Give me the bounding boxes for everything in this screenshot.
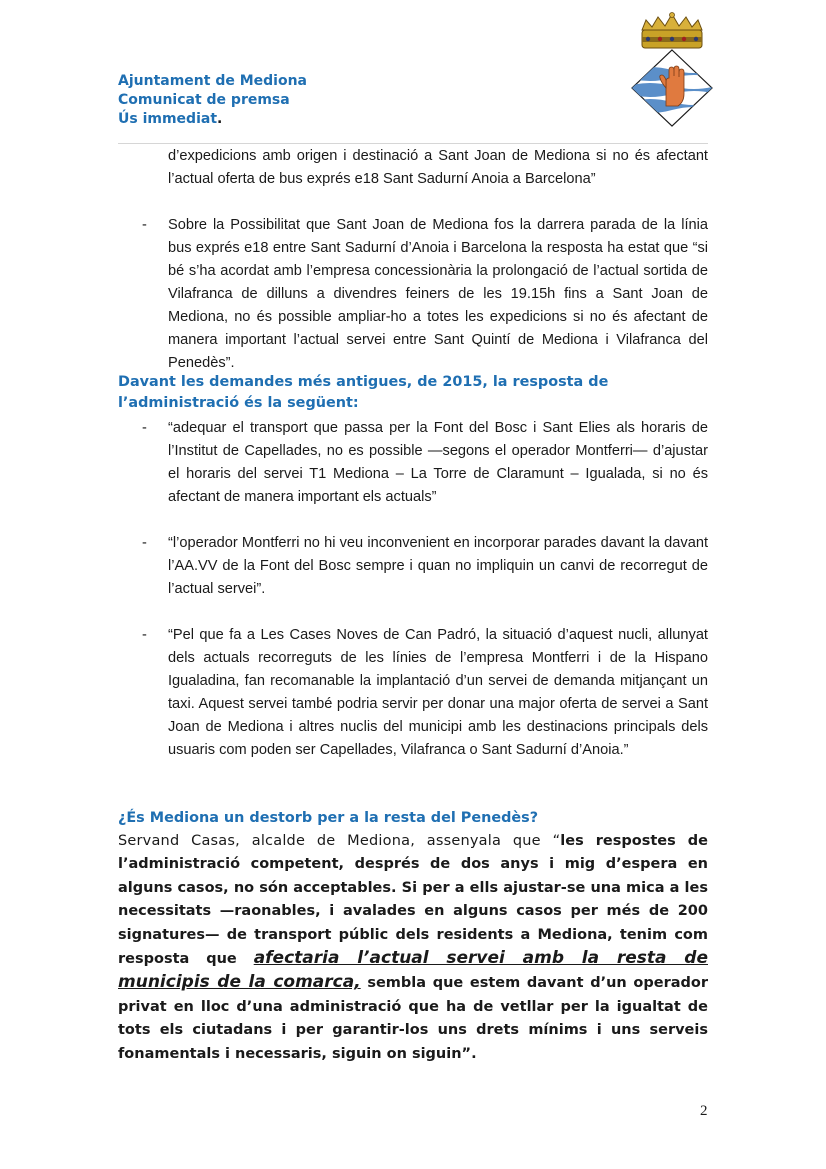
list-dash: - — [142, 627, 147, 643]
release-status-period: . — [217, 111, 223, 127]
municipal-coat-of-arms-icon — [628, 10, 716, 130]
release-status-text: Ús immediat — [118, 111, 218, 127]
list-item — [142, 532, 708, 601]
list-item — [142, 214, 708, 375]
shield-icon — [628, 50, 716, 126]
crown-icon — [642, 13, 702, 49]
list-item-text: Sobre la Possibilitat que Sant Joan de Mediona fos la darrera parada de la línia bus exprés e18 entre Sant Sadurní d’Anoia i Barcelona la resposta ha estat que “si bé s’ha acordat amb l’empresa concessionària la prolongació de l’actual sortida de Vilafranca de dilluns a divendres feiners de les 19.15h fins a Sant Joan de Mediona, no és possible ampliar-ho a totes les expedicions si no és afectant de manera important l’actual servei entre Sant Quintí de Mediona i Vilafranca del Penedès”. — [168, 217, 708, 371]
list-dash: - — [142, 420, 147, 436]
document-type: Comunicat de premsa — [118, 92, 290, 108]
mayor-quote-paragraph — [118, 830, 708, 1066]
list-dash: - — [142, 217, 147, 233]
continuation-paragraph: d’expedicions amb origen i destinació a Sant Joan de Mediona si no és afectant l’actual oferta de bus exprés e18 Sant Sadurní Anoia a Barcelona” — [168, 148, 708, 187]
section-heading-demands: Davant les demandes més antigues, de 2015, la resposta de l’administració és la següent: — [118, 374, 609, 411]
quote-bold-part-2: sembla que estem davant d’un operador privat en lloc d’una administració que ha de vetllar per la igualtat de tots els ciutadans i per garantir-los uns drets mínims i uns serveis fonamentals i necessaris, siguin on siguin”. — [118, 975, 708, 1062]
list-item-text: “Pel que fa a Les Cases Noves de Can Padró, la situació d’aquest nucli, allunyat dels actuals recorreguts de les línies de l’empresa Montferri i de la Hispano Igualadina, fan recomanable la implantació d’un servei de demanda mitjançant un taxi. Aquest servei també podria servir per donar una major oferta de servei a Sant Joan de Mediona i altres nuclis del municipi amb les destinacions principals dels usuaris com poden ser Capellades, Vilafranca o Sant Sadurní d’Anoia.” — [168, 627, 708, 758]
section-heading-question: ¿És Mediona un destorb per a la resta del Penedès? — [118, 810, 539, 826]
organization-name: Ajuntament de Mediona — [118, 73, 307, 89]
quote-emphasis: afectaria l’actual servei amb la resta de municipis de la comarca, — [118, 948, 708, 993]
quote-lead: Servand Casas, alcalde de Mediona, assenyala que “ — [118, 833, 561, 849]
letterhead — [118, 72, 307, 129]
quote-bold-part-1: les respostes de l’administració competent, després de dos anys i mig d’espera en alguns casos, no són acceptables. Si per a ells ajustar-se una mica a les necessitats —raonables, i avalades en alguns casos per més de 200 signatures— de transport públic dels residents a Mediona, tenim com resposta que — [118, 833, 708, 968]
page-number: 2 — [700, 1103, 708, 1119]
list-item — [142, 417, 708, 509]
list-item-text: “l’operador Montferri no hi veu inconvenient en incorporar parades davant la davant l’AA.VV de la Font del Bosc sempre i quan no impliquin un canvi de recorregut de l’actual servei”. — [168, 535, 708, 597]
header-divider — [118, 143, 708, 144]
release-status — [118, 110, 307, 129]
list-item-text: “adequar el transport que passa per la Font del Bosc i Sant Elies als horaris de l’Institut de Capellades, no es possible —segons el operador Montferri— d’ajustar el horaris del servei T1 Mediona – La Torre de Claramunt – Igualada, si no és afectant de manera important els actuals” — [168, 420, 708, 505]
list-dash: - — [142, 535, 147, 551]
list-item — [142, 624, 708, 762]
